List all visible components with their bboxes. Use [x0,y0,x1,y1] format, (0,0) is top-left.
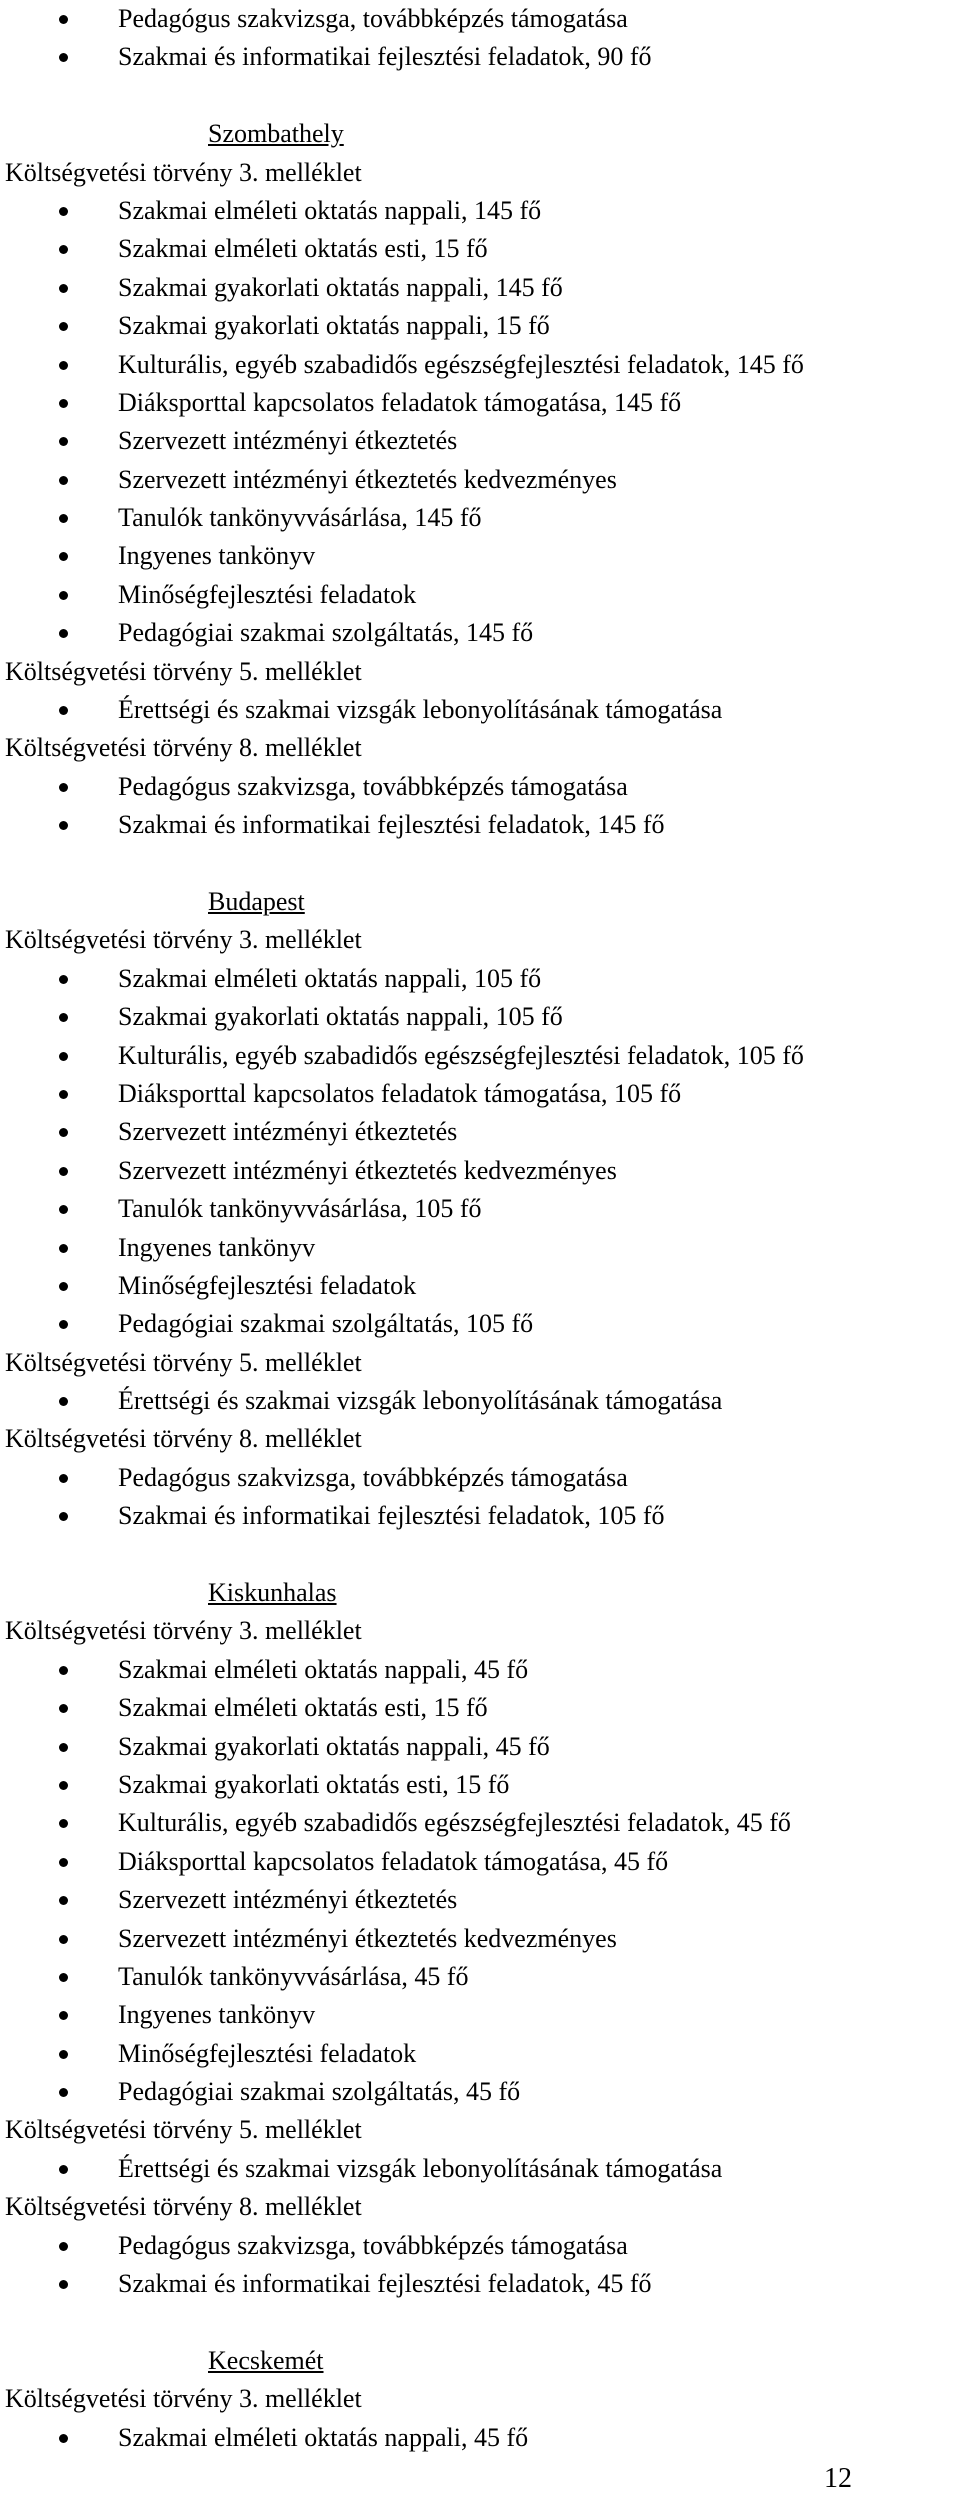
bullet-icon [59,821,68,830]
line-text: Költségvetési törvény 5. melléklet [5,1347,362,1377]
bullet-icon [59,1167,68,1176]
line-text: Szakmai és informatikai fejlesztési feladatok, 90 fő [118,42,652,72]
list-item [0,1497,960,1535]
list-item [0,192,960,230]
section-heading [0,1420,960,1458]
list-item [0,461,960,499]
bullet-icon [59,1666,68,1675]
line-text: Érettségi és szakmai vizsgák lebonyolításának támogatása [118,2153,723,2183]
line-text: Költségvetési törvény 8. melléklet [5,1424,362,1454]
bullet-icon [59,2280,68,2289]
bullet-icon [59,2434,68,2443]
bullet-icon [59,437,68,446]
section-heading [0,2188,960,2226]
line-text: Szakmai gyakorlati oktatás nappali, 15 fő [118,311,550,341]
list-item [0,1113,960,1151]
bullet-icon [59,476,68,485]
line-text: Érettségi és szakmai vizsgák lebonyolításának támogatása [118,1386,723,1416]
section-heading [0,729,960,767]
bullet-icon [59,514,68,523]
blank-line [0,77,960,115]
list-item [0,1382,960,1420]
bullet-icon [59,552,68,561]
section-heading [0,653,960,691]
bullet-icon [59,361,68,370]
bullet-icon [59,1320,68,1329]
line-text: Ingyenes tankönyv [118,541,316,571]
line-text: Pedagógus szakvizsga, továbbképzés támogatása [118,4,628,33]
bullet-icon [59,1819,68,1828]
section-heading [0,921,960,959]
bullet-icon [59,2050,68,2059]
list-item [0,2035,960,2073]
list-item [0,2150,960,2188]
bullet-icon [59,322,68,331]
line-text: Kulturális, egyéb szabadidős egészségfejlesztési feladatok, 105 fő [118,1040,804,1070]
list-item [0,384,960,422]
blank-line [0,1536,960,1574]
city-heading [0,1574,960,1612]
line-text: Pedagógiai szakmai szolgáltatás, 145 fő [118,618,534,648]
list-item [0,998,960,1036]
line-text: Kecskemét [208,2345,324,2375]
city-heading [0,883,960,921]
line-text: Diáksporttal kapcsolatos feladatok támogatása, 45 fő [118,1846,669,1876]
line-text: Költségvetési törvény 3. melléklet [5,157,362,187]
list-item [0,1728,960,1766]
section-heading [0,1344,960,1382]
list-item [0,537,960,575]
line-text: Szakmai elméleti oktatás esti, 15 fő [118,234,488,264]
line-text: Szakmai elméleti oktatás esti, 15 fő [118,1693,488,1723]
bullet-icon [59,591,68,600]
list-item [0,38,960,76]
bullet-icon [59,2011,68,2020]
line-text: Kulturális, egyéb szabadidős egészségfejlesztési feladatok, 145 fő [118,349,804,379]
list-item [0,269,960,307]
bullet-icon [59,1090,68,1099]
bullet-icon [59,1858,68,1867]
bullet-icon [59,2242,68,2251]
line-text: Szakmai gyakorlati oktatás nappali, 105 fő [118,1002,563,1032]
line-text: Tanulók tankönyvvásárlása, 105 fő [118,1194,482,1224]
bullet-icon [59,1474,68,1483]
bullet-icon [59,1244,68,1253]
bullet-icon [59,399,68,408]
line-text: Diáksporttal kapcsolatos feladatok támogatása, 145 fő [118,387,682,417]
city-heading [0,2342,960,2380]
list-item [0,2265,960,2303]
list-item [0,422,960,460]
line-text: Minőségfejlesztési feladatok [118,1270,417,1300]
list-item [0,1075,960,1113]
bullet-icon [59,2165,68,2174]
list-item [0,576,960,614]
list-item [0,806,960,844]
section-heading [0,2380,960,2418]
line-text: Szakmai és informatikai fejlesztési feladatok, 105 fő [118,1501,665,1531]
list-item [0,2419,960,2457]
list-item [0,2073,960,2111]
line-text: Költségvetési törvény 3. melléklet [5,2384,362,2414]
list-item [0,960,960,998]
page-number: 12 [824,2463,852,2494]
section-heading [0,154,960,192]
line-text: Pedagógiai szakmai szolgáltatás, 45 fő [118,2077,521,2107]
list-item [0,1920,960,1958]
line-text: Költségvetési törvény 8. melléklet [5,733,362,763]
list-item [0,1958,960,1996]
blank-line [0,2303,960,2341]
line-text: Kiskunhalas [208,1578,337,1608]
line-text: Költségvetési törvény 3. melléklet [5,925,362,955]
bullet-icon [59,975,68,984]
bullet-icon [59,2088,68,2097]
line-text: Szervezett intézményi étkeztetés kedvezményes [118,1155,617,1185]
list-item [0,1766,960,1804]
bullet-icon [59,1973,68,1982]
bullet-icon [59,1128,68,1137]
line-text: Szombathely [208,119,344,149]
bullet-icon [59,1781,68,1790]
list-item [0,0,960,38]
list-item [0,1651,960,1689]
section-heading [0,1612,960,1650]
list-item [0,1305,960,1343]
blank-line [0,845,960,883]
list-item [0,1804,960,1842]
bullet-icon [59,1013,68,1022]
list-item [0,768,960,806]
list-item [0,2227,960,2265]
bullet-icon [59,284,68,293]
bullet-icon [59,1743,68,1752]
line-text: Szakmai és informatikai fejlesztési feladatok, 145 fő [118,810,665,840]
line-text: Szervezett intézményi étkeztetés [118,1117,458,1147]
list-item [0,1190,960,1228]
list-item [0,1037,960,1075]
section-heading [0,2111,960,2149]
city-heading [0,115,960,153]
list-item [0,1843,960,1881]
bullet-icon [59,629,68,638]
line-text: Diáksporttal kapcsolatos feladatok támogatása, 105 fő [118,1078,682,1108]
line-text: Budapest [208,886,305,916]
line-text: Szakmai gyakorlati oktatás nappali, 145 fő [118,272,563,302]
line-text: Szakmai és informatikai fejlesztési feladatok, 45 fő [118,2269,652,2299]
list-item [0,1267,960,1305]
bullet-icon [59,783,68,792]
bullet-icon [59,1052,68,1061]
list-item [0,499,960,537]
line-text: Kulturális, egyéb szabadidős egészségfejlesztési feladatok, 45 fő [118,1808,791,1838]
line-text: Szervezett intézményi étkeztetés [118,1885,458,1915]
line-text: Szervezett intézményi étkeztetés [118,426,458,456]
bullet-icon [59,1704,68,1713]
line-text: Ingyenes tankönyv [118,2000,316,2030]
bullet-icon [59,1205,68,1214]
bullet-icon [59,245,68,254]
line-text: Minőségfejlesztési feladatok [118,579,417,609]
line-text: Tanulók tankönyvvásárlása, 45 fő [118,1961,469,1991]
line-text: Szervezett intézményi étkeztetés kedvezményes [118,464,617,494]
line-text: Ingyenes tankönyv [118,1232,316,1262]
line-text: Szakmai elméleti oktatás nappali, 45 fő [118,1654,529,1684]
line-text: Pedagógus szakvizsga, továbbképzés támogatása [118,2230,628,2260]
list-item [0,307,960,345]
line-text: Tanulók tankönyvvásárlása, 145 fő [118,503,482,533]
line-text: Pedagógiai szakmai szolgáltatás, 105 fő [118,1309,534,1339]
bullet-icon [59,1935,68,1944]
list-item [0,230,960,268]
line-text: Pedagógus szakvizsga, továbbképzés támogatása [118,1462,628,1492]
line-text: Szakmai elméleti oktatás nappali, 145 fő [118,195,542,225]
line-text: Költségvetési törvény 5. melléklet [5,656,362,686]
list-item [0,1229,960,1267]
line-text: Szakmai elméleti oktatás nappali, 105 fő [118,963,542,993]
list-item [0,1996,960,2034]
bullet-icon [59,15,68,24]
list-item [0,1152,960,1190]
list-item [0,691,960,729]
bullet-icon [59,1896,68,1905]
line-text: Szakmai gyakorlati oktatás nappali, 45 fő [118,1731,550,1761]
bullet-icon [59,1397,68,1406]
line-text: Szervezett intézményi étkeztetés kedvezményes [118,1923,617,1953]
line-text: Szakmai elméleti oktatás nappali, 45 fő [118,2422,529,2452]
list-item [0,1689,960,1727]
line-text: Költségvetési törvény 5. melléklet [5,2115,362,2145]
line-text: Minőségfejlesztési feladatok [118,2038,417,2068]
list-item [0,1881,960,1919]
bullet-icon [59,1282,68,1291]
list-item [0,614,960,652]
line-text: Költségvetési törvény 3. melléklet [5,1616,362,1646]
list-item [0,1459,960,1497]
bullet-icon [59,53,68,62]
bullet-icon [59,1512,68,1521]
line-text: Költségvetési törvény 8. melléklet [5,2192,362,2222]
bullet-icon [59,706,68,715]
list-item [0,346,960,384]
line-text: Szakmai gyakorlati oktatás esti, 15 fő [118,1769,510,1799]
bullet-icon [59,207,68,216]
line-text: Érettségi és szakmai vizsgák lebonyolításának támogatása [118,695,723,725]
line-text: Pedagógus szakvizsga, továbbképzés támogatása [118,771,628,801]
